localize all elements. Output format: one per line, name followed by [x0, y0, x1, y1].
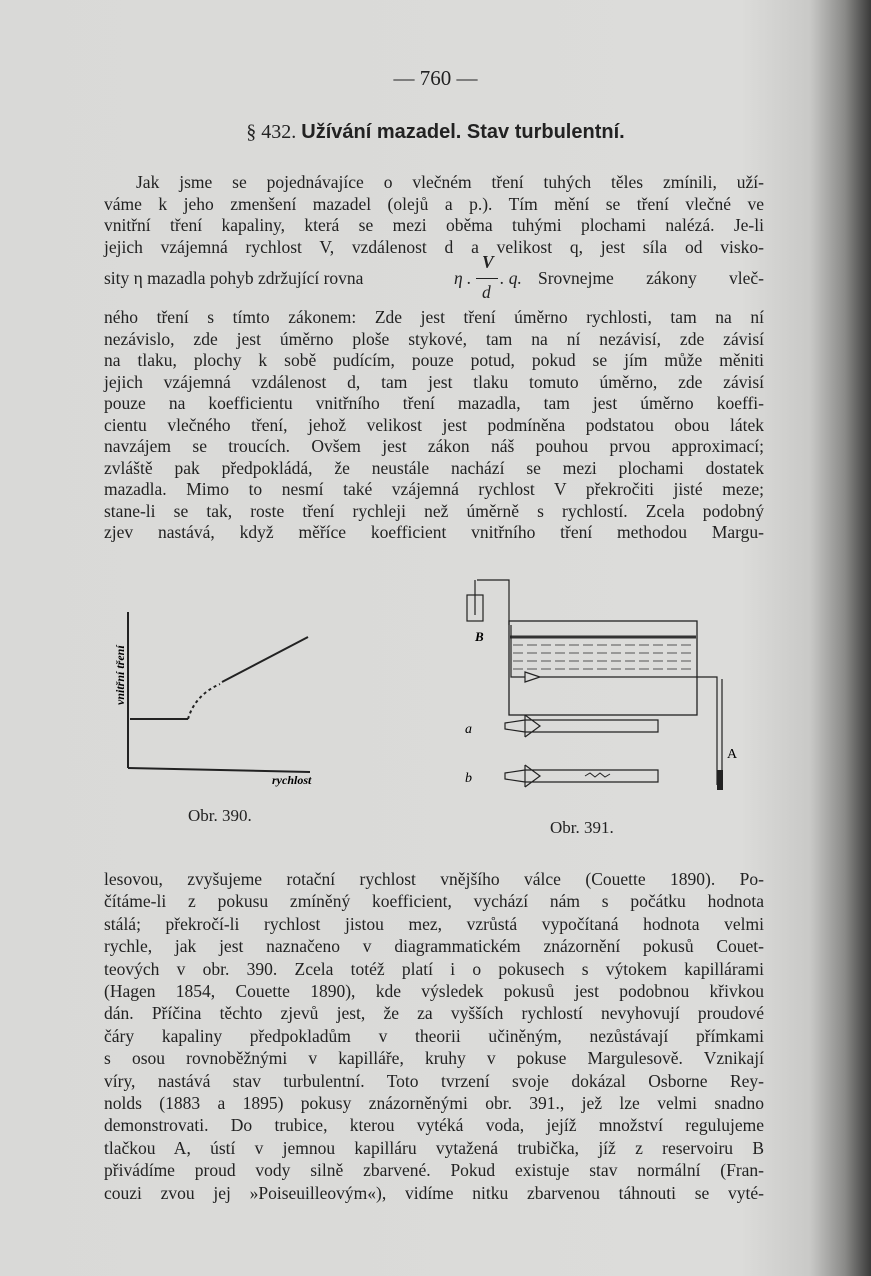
tank — [509, 621, 697, 715]
turbulent-dye — [585, 773, 610, 777]
text-line: zjev nastává, když měříce koefficient vnitřního tření methodou Margu- — [104, 522, 764, 542]
formula-numerator: V — [482, 252, 494, 272]
tube-b — [505, 765, 658, 787]
text-line: jejich vzájemná vzdálenost d, tam jest tlaku tomuto úměrno, zde závisí — [104, 371, 764, 392]
text-line: demonstrovati. Do trubice, kterou vytéká voda, jejíž množství regulujeme — [104, 1115, 764, 1136]
feed-tube — [475, 580, 509, 625]
text-line: mazadla. Mimo to nesmí také vzájemná rychlost V překročiti jisté meze; — [104, 479, 764, 499]
text-line: teových v obr. 390. Zcela totéž platí i o pokusech s výtokem kapillárami — [104, 958, 764, 979]
turbulent-segment — [222, 637, 308, 682]
y-axis-label: vnitřní tření — [113, 645, 127, 705]
text-line: nolds (1883 a 1895) pokusy znázorněnými obr. 391., jež lze velmi snadno — [104, 1093, 764, 1113]
outflow-water — [717, 770, 723, 790]
fraction-bar — [476, 278, 498, 279]
text-line: váme k jeho zmenšení mazadel (olejů a p.). Tím mění se tření vlečné ve — [104, 193, 764, 214]
section-title: Užívání mazadel. Stav turbulentní. — [301, 121, 625, 143]
formula-denominator: d — [482, 282, 491, 302]
x-axis — [128, 768, 310, 772]
formula-eta: η . — [454, 268, 472, 288]
text-line: přivádíme proud vody silně zbarvené. Pokud existuje stav normální (Fran- — [104, 1160, 764, 1181]
text-line: zvláště pak předpokládá, že neustále nachází se mezi plochami dostatek — [104, 457, 764, 478]
text-line: pouze na koefficientu vnitřního tření mazadla, tam jest úměrno koeffi- — [104, 393, 764, 413]
text-line: couzi zvou jej »Poiseuilleovým«), vidíme nitku zbarvenou táhnouti se vyté- — [104, 1182, 764, 1203]
text-line: jejich vzájemná rychlost V, vzdálenost d a velikost q, jest síla od visko- — [104, 236, 764, 257]
text-line: nezávislo, zde jest úměrno ploše stykové, tam na ní nezávisí, zde závisí — [104, 328, 764, 349]
page-number: — 760 — — [393, 66, 478, 90]
text-line: (Hagen 1854, Couette 1890), kde výsledek pokusů jest podobnou křivkou — [104, 981, 764, 1001]
tube-a — [505, 715, 658, 737]
capillary-and-outflow — [511, 625, 717, 785]
text-line: čáry kapaliny předpokladům v theorii učiněným, nezůstávají přímkami — [104, 1025, 764, 1046]
label-b-reservoir: B — [475, 629, 484, 644]
label-a-clamp: A — [727, 747, 738, 762]
transition-curve — [188, 684, 220, 719]
text-line: lesovou, zvyšujeme rotační rychlost vnějšího válce (Couette 1890). Po- — [104, 869, 764, 889]
text-line: vnitřní tření kapaliny, která se mezi oběma tuhými plochami nalézá. Je-li — [104, 215, 764, 235]
text-line: navzájem se troucích. Ovšem jest zákon náš pouhou prvou approximací; — [104, 436, 764, 456]
formula-line — [104, 252, 764, 308]
formula-lead-text: sity η mazadla pohyb zdržující rovna — [104, 268, 364, 288]
text-line: stane-li se tak, roste tření rychleji než úměrně s rychlostí. Zcela podobný — [104, 500, 764, 521]
text-line: stálá; překročí-li rychlost jistou mez, vzrůstá vypočítaná hodnota velmi — [104, 913, 764, 934]
figure-391-apparatus — [465, 575, 765, 800]
figure-390-caption: Obr. 390. — [188, 806, 252, 825]
section-number: § 432. — [246, 121, 297, 143]
formula-trail-text: Srovnejme zákony vleč- — [538, 268, 764, 288]
figure-391-caption: Obr. 391. — [550, 818, 614, 837]
text-line: s osou rovnoběžnými v kapilláře, kruhy v pokuse Margulesově. Vznikají — [104, 1048, 764, 1069]
label-b: b — [465, 771, 472, 786]
section-heading — [0, 121, 871, 144]
water-hatching — [513, 645, 695, 669]
x-axis-label: rychlost — [272, 773, 312, 787]
text-line: čítáme-li z pokusu zmíněný koefficient, vychází nám s počátku hodnota — [104, 891, 764, 912]
label-a: a — [465, 722, 472, 737]
formula-q: . q. — [500, 268, 522, 288]
text-line: rychle, jak jest naznačeno v diagrammatickém znázornění pokusů Couet- — [104, 936, 764, 957]
text-line: ného tření s tímto zákonem: Zde jest tření úměrno rychlosti, tam na ní — [104, 307, 764, 327]
text-line: dán. Příčina těchto zjevů jest, že za vyšších rychlostí nevyhovují proudové — [104, 1003, 764, 1024]
text-line: Jak jsme se pojednávajíce o vlečném tření tuhých těles zmínili, uží- — [136, 172, 764, 192]
text-line: cientu vlečného tření, jehož velikost jest podmíněna podstatou obou látek — [104, 414, 764, 435]
text-line: víry, nastává stav turbulentní. Toto tvrzení svoje dokázal Osborne Rey- — [104, 1070, 764, 1091]
text-line: na tlaku, plochy k sobě pudícím, pouze potud, pokud se jím může měniti — [104, 350, 764, 370]
text-line: tlačkou A, ústí v jemnou kapilláru vytažená trubička, jíž z reservoiru B — [104, 1137, 764, 1158]
figure-390-graph — [110, 600, 360, 800]
